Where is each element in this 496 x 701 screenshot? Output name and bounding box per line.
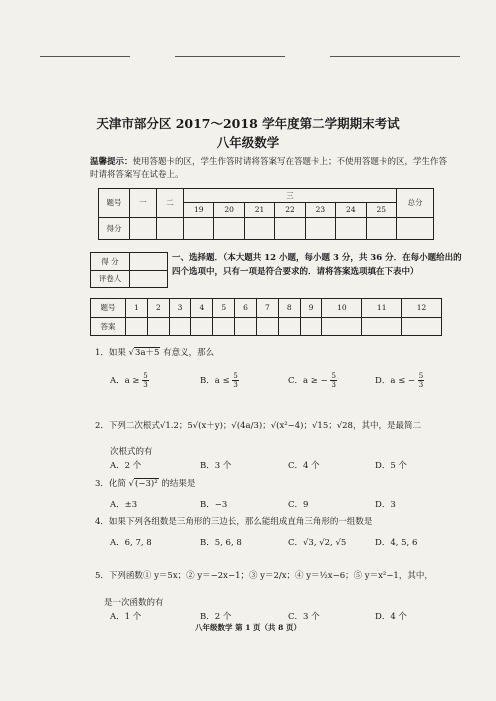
q1-prefix: 1．如果	[95, 348, 126, 358]
score-col-22: 22	[275, 203, 305, 217]
q3-option-a[interactable]: A．±3	[110, 500, 138, 510]
denominator: 3	[233, 381, 238, 389]
q3-suffix: 的结果是	[161, 479, 196, 489]
q1-option-c-fraction	[330, 372, 336, 389]
q5-option-b[interactable]: B．2 个	[200, 612, 232, 622]
q2-option-d[interactable]: D．5 个	[375, 461, 407, 471]
score-cell[interactable]	[336, 217, 366, 239]
q2-option-c[interactable]: C．4 个	[288, 461, 320, 471]
answer-cell[interactable]	[191, 317, 213, 336]
score-cell[interactable]	[157, 217, 184, 239]
question-2: 2．下列二次根式√1.2；5√(x＋y)；√(4a/3)；√(x²−4)；√15；√28，其中，是最简二	[95, 421, 421, 431]
q5-option-c[interactable]: C．3 个	[288, 612, 320, 622]
score-col-20: 20	[214, 203, 244, 217]
answer-head-12: 12	[402, 299, 442, 318]
denominator: 3	[143, 381, 148, 389]
numerator: 5	[233, 372, 238, 380]
notice	[90, 156, 450, 182]
question-3: 3．化简 √(−3)² 的结果是	[95, 479, 196, 489]
answer-cell[interactable]	[300, 317, 322, 336]
q3-option-d[interactable]: D．3	[375, 500, 396, 510]
q4-option-d[interactable]: D．4, 5, 6	[375, 538, 418, 548]
answer-cell[interactable]	[402, 317, 442, 336]
score-col-header: 题号	[99, 189, 130, 218]
answer-head-6: 6	[235, 299, 257, 318]
answer-head-11: 11	[362, 299, 402, 318]
q4-option-b[interactable]: B．5, 6, 8	[200, 538, 242, 548]
denominator: 3	[331, 381, 336, 389]
answer-cell[interactable]	[169, 317, 191, 336]
q1-option-a-label: A．a ≥	[110, 376, 140, 386]
score-col-part2: 二	[157, 189, 184, 218]
q4-option-c[interactable]: C．√3, √2, √5	[288, 538, 347, 548]
score-cell[interactable]	[214, 217, 244, 239]
answer-head-4: 4	[191, 299, 213, 318]
grader-name-label: 评卷人	[91, 270, 130, 288]
q1-option-c[interactable]	[288, 372, 337, 389]
answer-head-5: 5	[213, 299, 235, 318]
page-footer: 八年级数学 第 1 页（共 8 页）	[195, 623, 301, 632]
grader-name-cell[interactable]	[130, 270, 168, 288]
answer-cell[interactable]	[362, 317, 402, 336]
answer-head-8: 8	[278, 299, 300, 318]
score-col-total: 总分	[397, 189, 434, 218]
answer-cell[interactable]	[256, 317, 278, 336]
denominator: 3	[418, 381, 424, 389]
q2-items: 1.2；5√(x＋y)；√(4a/3)；√(x²−4)；√15；√28，其中，是最简二	[165, 421, 421, 431]
score-cell[interactable]	[184, 217, 214, 239]
q5-line2: 是一次函数的有	[104, 598, 164, 608]
q1-option-a-fraction	[142, 372, 148, 389]
answer-head-1: 1	[126, 299, 148, 318]
score-cell[interactable]	[397, 217, 434, 239]
answer-table	[90, 298, 442, 336]
answer-head-label: 题号	[91, 299, 126, 318]
answer-row-label: 答案	[91, 317, 126, 336]
q2-option-a[interactable]: A．2 个	[110, 461, 142, 471]
q2-line2: 次根式的有	[110, 447, 153, 457]
q2-option-b[interactable]: B．3 个	[200, 461, 232, 471]
notice-text: 使用答题卡的区，学生作答时请将答案写在答题卡上；不使用答题卡的区，学生作答时请将答案写在试卷上。	[90, 157, 448, 180]
score-col-21: 21	[244, 203, 274, 217]
q3-option-b[interactable]: B．−3	[200, 500, 228, 510]
q3-radicand: (−3)²	[135, 479, 158, 489]
numerator: 5	[143, 372, 148, 380]
q4-option-a[interactable]: A．6, 7, 8	[110, 538, 152, 548]
answer-head-10: 10	[322, 299, 362, 318]
question-4: 4．如果下列各组数是三角形的三边长，那么能组成直角三角形的一组数是	[95, 517, 373, 527]
answer-cell[interactable]	[126, 317, 148, 336]
answer-cell[interactable]	[235, 317, 257, 336]
q1-option-b-label: B．a ≤	[200, 376, 230, 386]
answer-cell[interactable]	[278, 317, 300, 336]
grader-score-label: 得 分	[91, 253, 130, 271]
section1-heading: 一、选择题．（本大题共 12 小题，每小题 3 分，共 36 分．在每小题给出的四个选项中，只有一项是符合要求的．请将答案选项填在下表中）	[172, 253, 462, 277]
score-col-25: 25	[366, 203, 396, 217]
score-cell[interactable]	[130, 217, 157, 239]
q1-option-d-fraction	[418, 372, 424, 389]
score-col-19: 19	[184, 203, 214, 217]
numerator: 5	[418, 372, 424, 380]
binding-line	[40, 56, 130, 57]
q1-option-b-fraction	[232, 372, 238, 389]
score-col-24: 24	[336, 203, 366, 217]
score-col-part1: 一	[130, 189, 157, 218]
exam-title: 天津市部分区 2017～2018 学年度第二学期期末考试	[96, 116, 400, 131]
q1-suffix: 有意义，那么	[163, 348, 215, 358]
q1-option-d[interactable]	[375, 372, 424, 389]
q1-option-c-label: C．a ≥ −	[288, 376, 328, 386]
q3-prefix: 3．化简	[95, 479, 126, 489]
question-1: 1．如果 √3a＋5 有意义，那么	[95, 348, 215, 358]
q2-prefix: 2．下列二次根式	[95, 421, 160, 431]
exam-subtitle: 八年级数学	[216, 135, 280, 150]
score-cell[interactable]	[366, 217, 396, 239]
q5-option-a[interactable]: A．1 个	[110, 612, 142, 622]
score-cell[interactable]	[244, 217, 274, 239]
binding-line	[175, 56, 285, 57]
q1-option-d-label: D．a ≤ −	[375, 376, 416, 386]
answer-head-3: 3	[169, 299, 191, 318]
q3-option-c[interactable]: C．9	[288, 500, 309, 510]
score-row-label: 得分	[99, 217, 130, 239]
score-col-part3: 三	[184, 189, 397, 203]
binding-line	[330, 56, 460, 57]
grader-box	[90, 252, 168, 288]
answer-head-9: 9	[300, 299, 322, 318]
question-5: 5．下列函数① y＝5x；② y＝−2x−1；③ y＝2/x；④ y＝½x−6；⑤ y＝x²−1，其中，	[95, 571, 433, 581]
answer-head-7: 7	[256, 299, 278, 318]
notice-label: 温馨提示：	[90, 157, 133, 167]
score-table	[98, 188, 434, 240]
answer-cell[interactable]	[322, 317, 362, 336]
q1-radicand: 3a＋5	[135, 348, 160, 358]
grader-score-cell[interactable]	[130, 253, 168, 271]
numerator: 5	[331, 372, 336, 380]
q5-option-d[interactable]: D．4 个	[375, 612, 407, 622]
answer-head-2: 2	[147, 299, 169, 318]
score-cell[interactable]	[305, 217, 335, 239]
q1-option-a[interactable]	[110, 372, 149, 389]
score-col-23: 23	[305, 203, 335, 217]
answer-cell[interactable]	[213, 317, 235, 336]
score-cell[interactable]	[275, 217, 305, 239]
q1-option-b[interactable]	[200, 372, 239, 389]
answer-cell[interactable]	[147, 317, 169, 336]
